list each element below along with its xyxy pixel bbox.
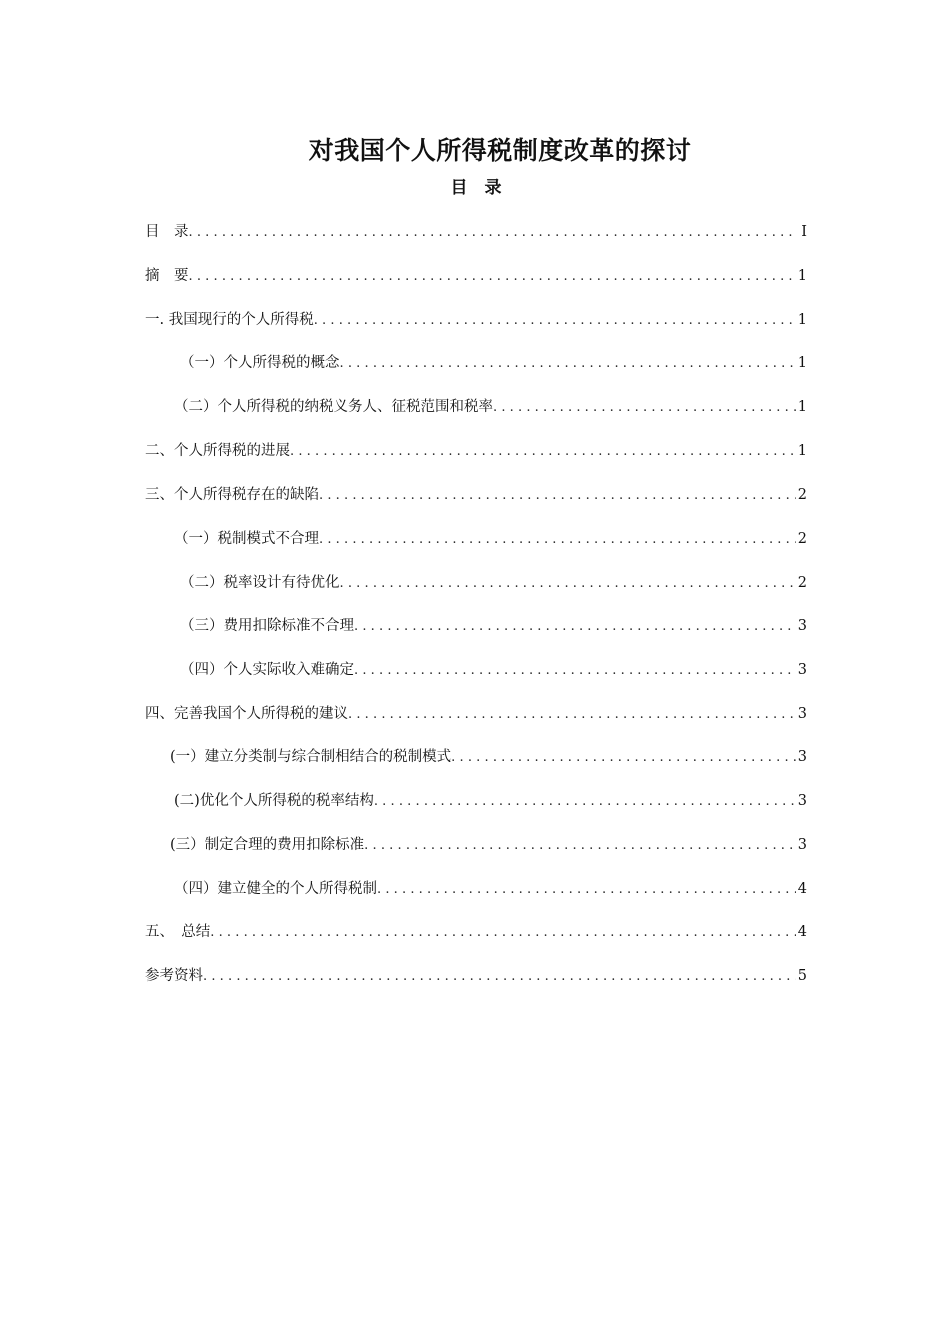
toc-entry-page: 4 — [797, 881, 807, 897]
toc-dot-leader — [340, 352, 796, 376]
toc-dot-leader — [364, 834, 796, 858]
toc-entry-label: （三）费用扣除标准不合理 — [180, 618, 354, 634]
toc-dot-leader — [354, 615, 796, 639]
toc-entry-label: （二）个人所得税的纳税义务人、征税范围和税率 — [174, 399, 493, 415]
toc-entry[interactable] — [174, 789, 807, 813]
toc-entry-page: 3 — [797, 837, 807, 853]
toc-entry-page: I — [801, 224, 807, 240]
toc-entry-page: 2 — [797, 575, 807, 591]
toc-entry-label: 三、个人所得税存在的缺陷 — [145, 487, 319, 503]
toc-entry-page: 3 — [797, 749, 807, 765]
toc-entry[interactable] — [170, 833, 807, 857]
toc-entry-page: 1 — [797, 355, 807, 371]
toc-entry-page: 3 — [797, 793, 807, 809]
toc-dot-leader — [319, 528, 796, 552]
toc-entry-page: 2 — [797, 487, 807, 503]
toc-dot-leader — [348, 703, 796, 727]
toc-entry[interactable] — [180, 658, 807, 682]
toc-dot-leader — [314, 309, 796, 333]
toc-entry[interactable] — [174, 877, 807, 901]
toc-entry-page: 4 — [797, 924, 807, 940]
toc-dot-leader — [189, 221, 798, 245]
toc-dot-leader — [377, 878, 796, 902]
toc-entry-label: （一）税制模式不合理 — [174, 531, 319, 547]
toc-entry-label: （四）建立健全的个人所得税制 — [174, 881, 377, 897]
toc-entry-label: 五、 总结 — [145, 924, 211, 940]
document-title: 对我国个人所得税制度改革的探讨 — [308, 136, 692, 165]
toc-dot-leader — [203, 965, 796, 989]
toc-entry-page: 1 — [797, 399, 807, 415]
toc-entry[interactable] — [174, 395, 807, 419]
toc-entry-label: （二）税率设计有待优化 — [180, 575, 340, 591]
toc-entry-label: 二、个人所得税的进展 — [145, 443, 290, 459]
toc-entry-label: （一）个人所得税的概念 — [180, 355, 340, 371]
toc-entry-label: (二)优化个人所得税的税率结构 — [174, 793, 374, 809]
toc-entry-label: (一）建立分类制与综合制相结合的税制模式 — [170, 749, 452, 765]
toc-dot-leader — [354, 659, 796, 683]
toc-entry-page: 1 — [797, 312, 807, 328]
toc-entry[interactable] — [145, 308, 807, 332]
toc-entry[interactable] — [145, 483, 807, 507]
toc-entry[interactable] — [170, 745, 807, 769]
toc-heading: 目 录 — [450, 178, 502, 198]
toc-entry-label: (三）制定合理的费用扣除标准 — [170, 837, 365, 853]
toc-dot-leader — [319, 484, 796, 508]
toc-entry-label: 四、完善我国个人所得税的建议 — [145, 706, 348, 722]
toc-entry[interactable] — [145, 439, 807, 463]
toc-entry-page: 5 — [797, 968, 807, 984]
toc-dot-leader — [493, 396, 796, 420]
toc-entry[interactable] — [180, 351, 807, 375]
toc-entry[interactable] — [174, 527, 807, 551]
toc-entry[interactable] — [180, 571, 807, 595]
toc-dot-leader — [374, 790, 796, 814]
toc-dot-leader — [290, 440, 796, 464]
toc-entry-label: （四）个人实际收入难确定 — [180, 662, 354, 678]
toc-entry[interactable] — [145, 220, 807, 244]
toc-entry-page: 3 — [797, 618, 807, 634]
toc-dot-leader — [340, 572, 796, 596]
toc-dot-leader — [210, 921, 796, 945]
toc-entry[interactable] — [145, 964, 807, 988]
toc-entry-page: 1 — [797, 268, 807, 284]
toc-entry-label: 一. 我国现行的个人所得税 — [145, 312, 314, 328]
toc-entry[interactable] — [180, 614, 807, 638]
toc-entry-page: 3 — [797, 662, 807, 678]
toc-dot-leader — [189, 265, 796, 289]
toc-dot-leader — [451, 746, 796, 770]
toc-entry[interactable] — [145, 264, 807, 288]
toc-entry-label: 目 录 — [145, 224, 189, 240]
toc-entry-page: 1 — [797, 443, 807, 459]
toc-entry-page: 2 — [797, 531, 807, 547]
toc-entry-page: 3 — [797, 706, 807, 722]
toc-entry[interactable] — [145, 702, 807, 726]
toc-entry[interactable] — [145, 920, 807, 944]
toc-entry-label: 参考资料 — [145, 968, 203, 984]
toc-entry-label: 摘 要 — [145, 268, 189, 284]
